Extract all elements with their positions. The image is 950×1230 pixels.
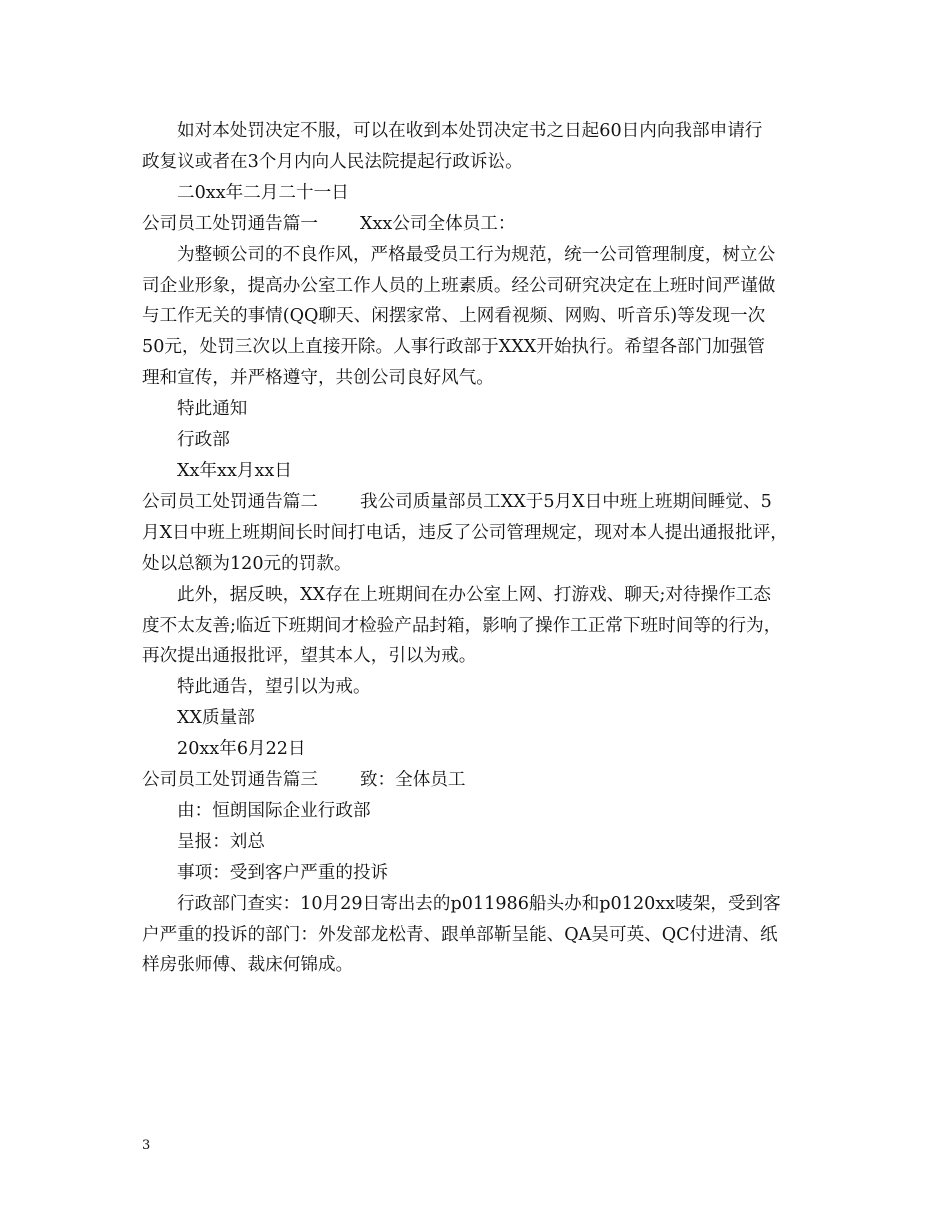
date-line: Xx年xx月xx日 bbox=[177, 460, 292, 481]
text-line: 样房张师傅、裁床何锦成。 bbox=[142, 955, 354, 976]
section-heading-1 bbox=[142, 209, 828, 240]
section-recipient: Xxx公司全体员工： bbox=[359, 213, 516, 234]
text-line: 户严重的投诉的部门：外发部龙松青、跟单部靳呈能、QA吴可英、QC付进清、纸 bbox=[142, 924, 778, 945]
section-heading-3 bbox=[142, 765, 828, 796]
text-line: 此外，据反映，XX存在上班期间在办公室上网、打游戏、聊天;对待操作工态 bbox=[177, 584, 771, 605]
section-title: 公司员工处罚通告篇二 bbox=[142, 491, 318, 512]
text-line: 如对本处罚决定不服，可以在收到本处罚决定书之日起60日内向我部申请行 bbox=[177, 121, 763, 141]
text-line: 司企业形象，提高办公室工作人员的上班素质。经公司研究决定在上班时间严谨做 bbox=[142, 275, 776, 296]
text-line: 呈报：刘总 bbox=[177, 831, 265, 852]
section-title: 公司员工处罚通告篇三 bbox=[142, 770, 318, 791]
text-line: 为整顿公司的不良作风，严格最受员工行为规范，统一公司管理制度，树立公 bbox=[177, 244, 776, 265]
text-line: 政复议或者在3个月内向人民法院提起行政诉讼。 bbox=[142, 151, 523, 172]
section-title: 公司员工处罚通告篇一 bbox=[142, 213, 318, 234]
section-heading-2 bbox=[142, 487, 828, 518]
text-line: 与工作无关的事情(QQ聊天、闲摆家常、上网看视频、网购、听音乐)等发现一次 bbox=[142, 306, 766, 327]
text-line: 50元，处罚三次以上直接开除。人事行政部于XXX开始执行。希望各部门加强管 bbox=[142, 337, 765, 358]
text-line: 特此通告，望引以为戒。 bbox=[177, 677, 371, 698]
section-recipient: 致：全体员工 bbox=[359, 770, 466, 791]
page-number: 3 bbox=[142, 1138, 151, 1153]
date-line: 20xx年6月22日 bbox=[177, 739, 306, 760]
text-line: 行政部门查实：10月29日寄出去的p011986船头办和p0120xx唛架，受到客 bbox=[177, 893, 781, 914]
signature-line: XX质量部 bbox=[177, 708, 255, 729]
section-first-text: 我公司质量部员工XX于5月X日中班上班期间睡觉、5 bbox=[359, 491, 772, 512]
text-line: 事项：受到客户严重的投诉 bbox=[177, 862, 389, 883]
text-line: 月X日中班上班期间长时间打电话，违反了公司管理规定，现对本人提出通报批评， bbox=[142, 522, 788, 543]
text-line: 特此通知 bbox=[177, 399, 248, 420]
document-body bbox=[142, 116, 828, 981]
text-line: 由：恒朗国际企业行政部 bbox=[177, 800, 371, 821]
text-line: 度不太友善;临近下班期间才检验产品封箱，影响了操作工正常下班时间等的行为， bbox=[142, 615, 782, 636]
date-line: 二0xx年二月二十一日 bbox=[177, 182, 349, 203]
text-line: 处以总额为120元的罚款。 bbox=[142, 553, 352, 574]
text-line: 理和宣传，并严格遵守，共创公司良好风气。 bbox=[142, 368, 494, 389]
signature-line: 行政部 bbox=[177, 430, 230, 451]
text-line: 再次提出通报批评，望其本人，引以为戒。 bbox=[142, 646, 477, 667]
